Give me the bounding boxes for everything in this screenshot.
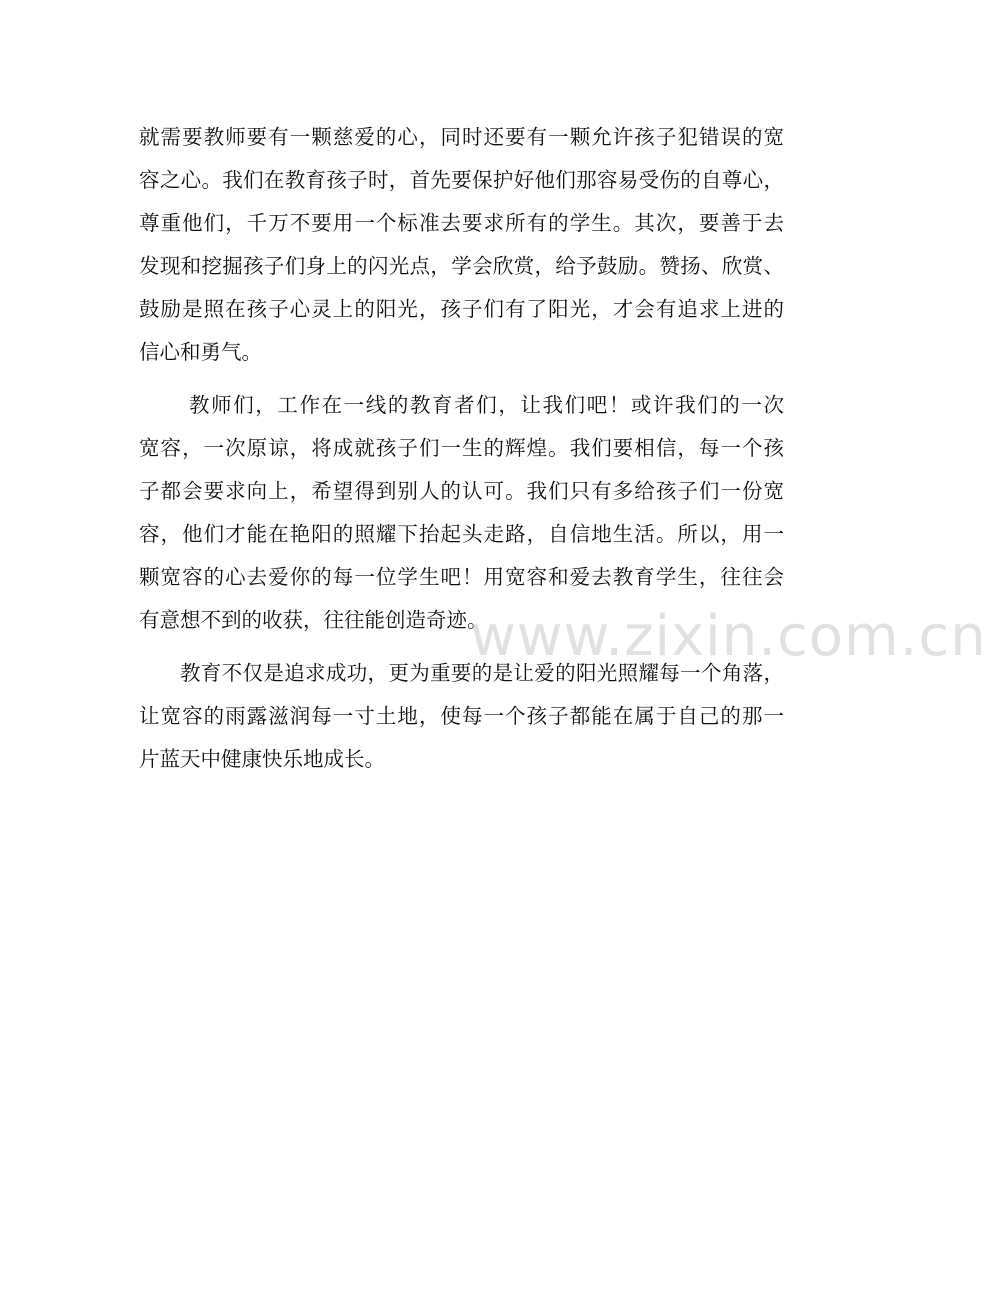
paragraph-line: 宽容，一次原谅，将成就孩子们一生的辉煌。我们要相信，每一个孩 <box>139 436 784 460</box>
watermark: www.zixin.com.cn <box>470 604 987 669</box>
paragraph-line: 容之心。我们在教育孩子时，首先要保护好他们那容易受伤的自尊心， <box>139 168 784 192</box>
paragraph-gap <box>139 642 784 652</box>
paragraph-line: 教育不仅是追求成功，更为重要的是让爱的阳光照耀每一个角落， <box>180 661 784 685</box>
paragraph-line: 有意想不到的收获，往往能创造奇迹。 <box>139 608 488 632</box>
paragraph-gap <box>139 374 784 384</box>
paragraph-line: 片蓝天中健康快乐地成长。 <box>139 747 385 771</box>
paragraph-line: 让宽容的雨露滋润每一寸土地，使每一个孩子都能在属于自己的那一 <box>139 704 784 728</box>
paragraph-2 <box>139 384 784 642</box>
paragraph-line: 信心和勇气。 <box>139 340 262 364</box>
paragraph-line: 发现和挖掘孩子们身上的闪光点，学会欣赏，给予鼓励。赞扬、欣赏、 <box>139 254 784 278</box>
paragraph-1 <box>139 116 784 374</box>
paragraph-line: 尊重他们，千万不要用一个标准去要求所有的学生。其次，要善于去 <box>139 211 784 235</box>
document-body <box>139 116 784 781</box>
paragraph-line: 子都会要求向上，希望得到别人的认可。我们只有多给孩子们一份宽 <box>139 479 784 503</box>
paragraph-line: 就需要教师要有一颗慈爱的心，同时还要有一颗允许孩子犯错误的宽 <box>139 125 784 149</box>
paragraph-line: 容，他们才能在艳阳的照耀下抬起头走路，自信地生活。所以，用一 <box>139 522 784 546</box>
paragraph-line: 教师们，工作在一线的教育者们，让我们吧！或许我们的一次 <box>189 393 784 417</box>
paragraph-3 <box>139 652 784 781</box>
paragraph-line: 鼓励是照在孩子心灵上的阳光，孩子们有了阳光，才会有追求上进的 <box>139 297 784 321</box>
paragraph-line: 颗宽容的心去爱你的每一位学生吧！用宽容和爱去教育学生，往往会 <box>139 565 784 589</box>
